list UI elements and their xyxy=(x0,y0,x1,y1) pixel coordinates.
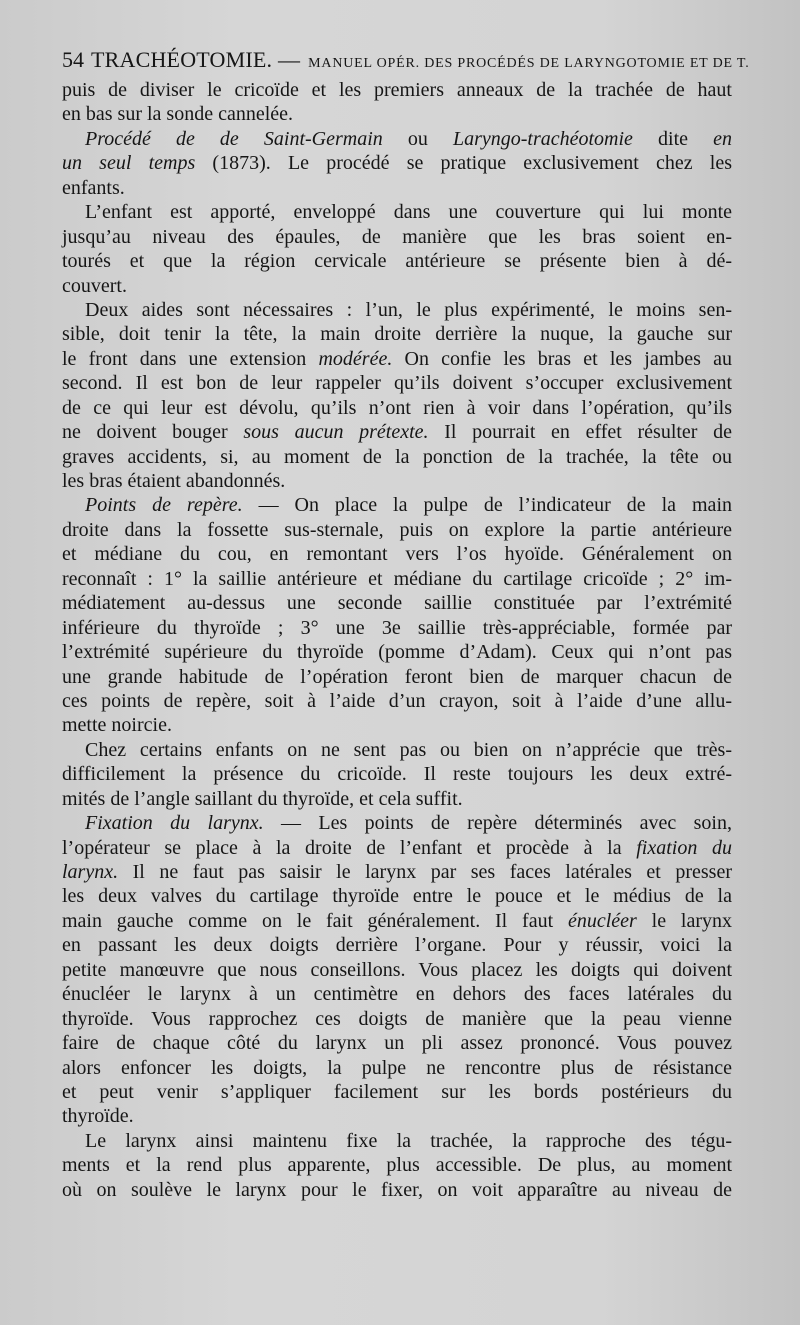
text-line: larynx. Il ne faut pas saisir le larynx par ses faces latérales et presser xyxy=(62,861,732,883)
text-line: graves accidents, si, au moment de la ponction de la trachée, la tête ou xyxy=(62,445,732,468)
text-line: Procédé de de Saint-Germain ou Laryngo-trachéotomie dite en xyxy=(85,127,732,150)
text-line: Points de repère. — On place la pulpe de l’indicateur de la main xyxy=(85,494,732,517)
text-line: de ce qui leur est dévolu, qu’ils n’ont rien à voir dans l’opération, qu’ils xyxy=(62,396,732,419)
text-line: l’extrémité supérieure du thyroïde (pomme d’Adam). Ceux qui n’ont pas xyxy=(62,641,732,664)
text-line: Le larynx ainsi maintenu fixe la trachée, la rapproche des tégu- xyxy=(85,1129,732,1152)
text-line: énucléer le larynx à un centimètre en dehors des faces latérales du xyxy=(62,983,732,1006)
text-line: puis de diviser le cricoïde et les premiers anneaux de la trachée de haut xyxy=(62,79,732,101)
text-line: et médiane du cou, en remontant vers l’os hyoïde. Généralement on xyxy=(62,543,732,566)
text-line: main gauche comme on le fait généralement. Il faut énucléer le larynx xyxy=(62,909,732,932)
text-line: où on soulève le larynx pour le fixer, on voit apparaître au niveau de xyxy=(62,1178,732,1201)
text-line: l’opérateur se place à la droite de l’enfant et procède à la fixation du xyxy=(62,836,732,859)
text-line: thyroïde. Vous rapprochez ces doigts de manière que la peau vienne xyxy=(62,1007,732,1030)
body-text xyxy=(62,78,732,1202)
text-line: mette noircie. xyxy=(62,714,172,737)
text-line: mités de l’angle saillant du thyroïde, et cela suffit. xyxy=(62,787,463,810)
text-line: en bas sur la sonde cannelée. xyxy=(62,103,294,126)
running-subtitle: MANUEL OPÉR. DES PROCÉDÉS DE LARYNGOTOMIE ET DE T. xyxy=(308,56,750,71)
text-line: une grande habitude de l’opération feront bien de marquer chacun de xyxy=(62,665,732,688)
text-line: petite manœuvre que nous conseillons. Vous placez les doigts qui doivent xyxy=(62,958,732,981)
text-line: Fixation du larynx. — Les points de repère déterminés avec soin, xyxy=(85,812,732,835)
text-line: faire de chaque côté du larynx un pli assez prononcé. Vous pouvez xyxy=(62,1032,732,1055)
text-line: sible, doit tenir la tête, la main droite derrière la nuque, la gauche sur xyxy=(62,323,732,346)
text-line: le front dans une extension modérée. On confie les bras et les jambes au xyxy=(62,347,732,370)
text-line: en passant les deux doigts derrière l’organe. Pour y réussir, voici la xyxy=(62,934,732,957)
text-line: reconnaît : 1° la saillie antérieure et médiane du cartilage cricoïde ; 2° im- xyxy=(62,567,732,590)
text-line: ments et la rend plus apparente, plus accessible. De plus, au moment xyxy=(62,1154,732,1177)
text-line: Chez certains enfants on ne sent pas ou bien on n’apprécie que très- xyxy=(85,738,732,761)
text-line: ne doivent bouger sous aucun prétexte. Il pourrait en effet résulter de xyxy=(62,421,732,444)
text-line: thyroïde. xyxy=(62,1105,134,1128)
text-line: un seul temps (1873). Le procédé se pratique exclusivement chez les xyxy=(62,152,732,175)
text-line: et peut venir s’appliquer facilement sur les bords postérieurs du xyxy=(62,1080,732,1103)
running-head xyxy=(62,42,750,78)
text-line: enfants. xyxy=(62,176,125,199)
text-line: médiatement au-dessus une seconde saillie constituée par l’extrémité xyxy=(62,592,732,615)
running-title: TRACHÉOTOMIE. — xyxy=(91,47,301,72)
text-line: les bras étaient abandonnés. xyxy=(62,470,286,492)
text-line: ces points de repère, soit à l’aide d’un crayon, soit à l’aide d’une allu- xyxy=(62,689,732,712)
text-line: alors enfoncer les doigts, la pulpe ne rencontre plus de résistance xyxy=(62,1056,732,1079)
text-line: second. Il est bon de leur rappeler qu’ils doivent s’occuper exclusivement xyxy=(62,372,732,395)
text-line: tourés et que la région cervicale antérieure se présente bien à dé- xyxy=(62,250,732,273)
text-line: difficilement la présence du cricoïde. Il reste toujours les deux extré- xyxy=(62,763,732,786)
text-line: couvert. xyxy=(62,274,127,297)
text-line: jusqu’au niveau des épaules, de manière que les bras soient en- xyxy=(62,225,732,248)
text-line: les deux valves du cartilage thyroïde entre le pouce et le médius de la xyxy=(62,885,732,908)
text-line: L’enfant est apporté, enveloppé dans une couverture qui lui monte xyxy=(85,201,732,224)
text-line: Deux aides sont nécessaires : l’un, le plus expérimenté, le moins sen- xyxy=(85,298,732,321)
text-line: droite dans la fossette sus-sternale, puis on explore la partie antérieure xyxy=(62,518,732,541)
page-number: 54 xyxy=(62,47,84,72)
text-line: inférieure du thyroïde ; 3° une 3e saillie très-appréciable, formée par xyxy=(62,616,732,639)
